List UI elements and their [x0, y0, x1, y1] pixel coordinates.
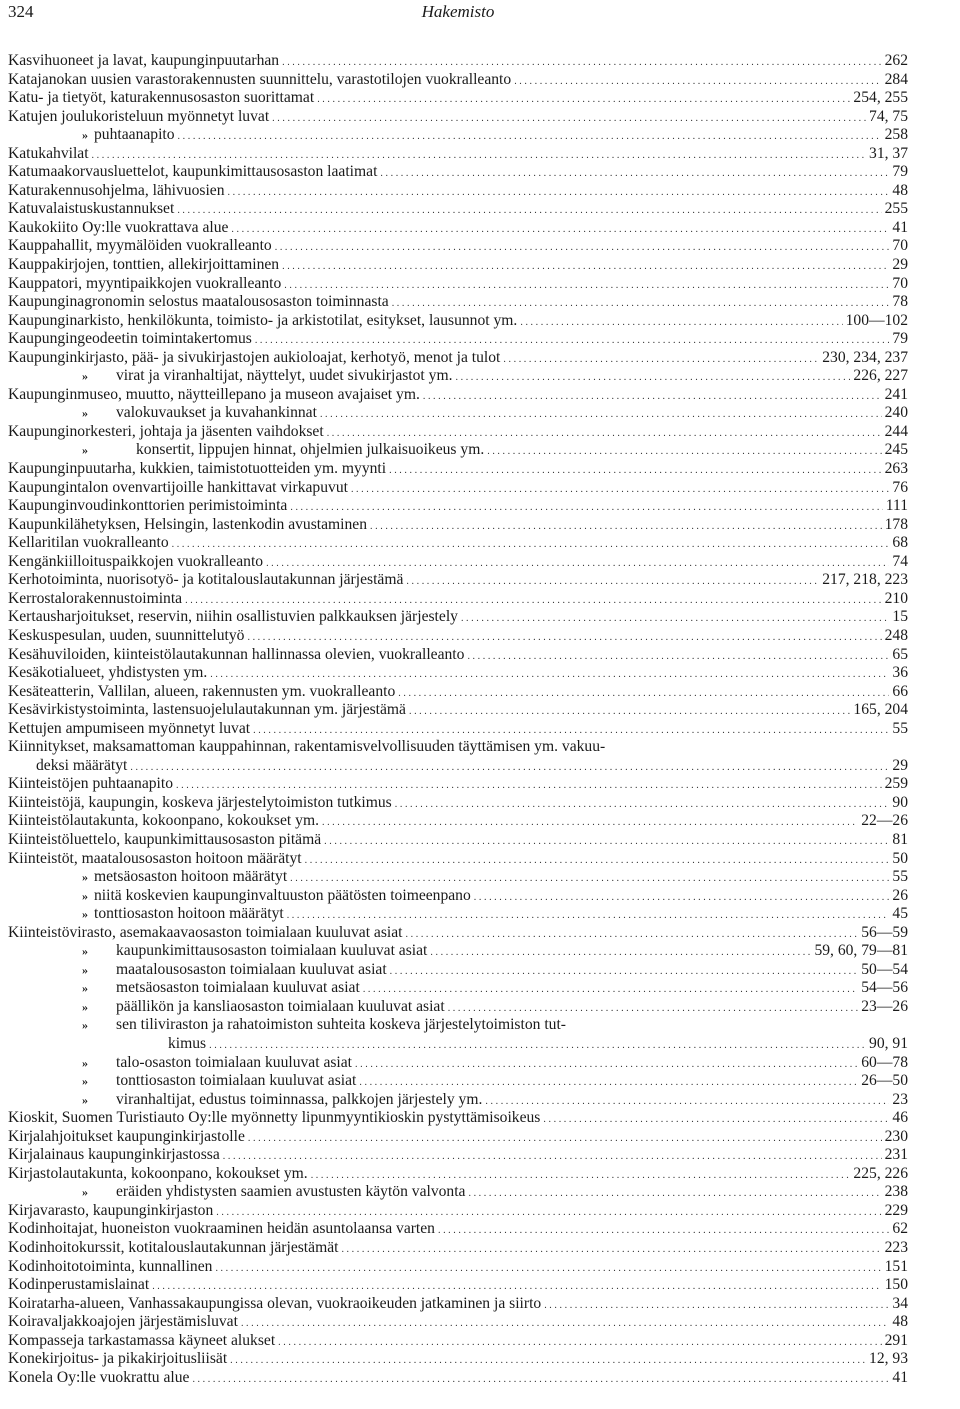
entry-pages: 12, 93	[869, 1350, 908, 1368]
index-entry	[8, 1128, 908, 1147]
entry-text: Katuvalaistuskustannukset	[8, 200, 175, 218]
ditto-mark: »	[82, 1074, 88, 1089]
ditto-mark: »	[82, 907, 88, 922]
dot-leader	[406, 926, 859, 945]
ditto-mark: »	[82, 999, 88, 1014]
entry-pages: 48	[892, 181, 908, 199]
entry-text: metsäosaston hoitoon määrätyt	[94, 868, 288, 886]
entry-pages: 29	[892, 756, 908, 774]
index-entry	[8, 942, 908, 961]
entry-text: Kauppatori, myyntipaikkojen vuokralleanto	[8, 274, 282, 292]
dot-leader	[341, 1241, 881, 1260]
entry-pages: 15	[892, 608, 908, 626]
dot-leader	[278, 1334, 881, 1353]
dot-leader	[487, 443, 881, 462]
dot-leader	[503, 351, 819, 370]
entry-text: Katumaakorvausluettelot, kaupunkimittausosaston laatimat	[8, 163, 378, 181]
entry-pages: 66	[892, 682, 908, 700]
index-entry	[8, 1035, 908, 1054]
entry-pages: 238	[884, 1183, 908, 1201]
entry-pages: 223	[884, 1239, 908, 1256]
entry-text: Kirjalahjoitukset kaupunginkirjastolle	[8, 1127, 245, 1145]
entry-pages: 254, 255	[853, 89, 908, 107]
entry-pages: 22—26	[861, 812, 908, 830]
entry-text: Kaupunginpuutarha, kukkien, taimistotuotteiden ym. myynti	[8, 460, 387, 478]
entry-text: Kaupunginagronomin selostus maatalousosaston toiminnasta	[8, 293, 389, 311]
entry-pages: 76	[892, 478, 908, 496]
entry-text: Kodinhoitajat, huoneiston vuokraaminen heidän asuntolaansa varten	[8, 1220, 435, 1238]
entry-text: Konekirjoitus- ja pikakirjoitusliisät	[8, 1350, 228, 1368]
index-entry	[8, 1369, 908, 1388]
entry-pages: 262	[884, 52, 908, 69]
dot-leader	[241, 1315, 889, 1334]
entry-text: eräiden yhdistysten saamien avustusten käytön valvonta	[116, 1183, 466, 1201]
index-entry	[8, 646, 908, 665]
index-entry	[8, 1239, 908, 1258]
index-entry	[8, 52, 908, 71]
ditto-mark: »	[82, 369, 88, 384]
entry-text: Kaupunginarkisto, henkilökunta, toimisto- ja arkistotilat, esitykset, lausunnot ym.	[8, 311, 518, 329]
index-entry	[8, 1183, 908, 1202]
entry-text: maatalousosaston toimialaan kuuluvat asiat	[116, 960, 387, 978]
index-entry	[8, 924, 908, 943]
entry-pages: 230	[884, 1127, 908, 1145]
entry-pages: 291	[884, 1331, 908, 1349]
dot-leader	[380, 165, 889, 184]
dot-leader	[192, 1371, 889, 1390]
entry-pages: 81	[892, 830, 908, 848]
entry-pages: 36	[892, 664, 908, 682]
dot-leader	[398, 685, 889, 704]
entry-text: tonttiosaston toimialaan kuuluvat asiat	[116, 1072, 357, 1090]
index-entry	[8, 608, 908, 627]
entry-pages: 165, 204	[853, 701, 908, 719]
index-entry	[8, 330, 908, 349]
entry-text: Kaupunginkirjasto, pää- ja sivukirjastojen aukioloajat, kerhotyö, menot ja tulot	[8, 348, 501, 366]
ditto-mark: »	[82, 981, 88, 996]
dot-leader	[177, 202, 881, 221]
index-entry	[8, 1054, 908, 1073]
dot-leader	[355, 1056, 858, 1075]
entry-pages: 34	[892, 1294, 908, 1312]
entry-text: Kaukokiito Oy:lle vuokrattava alue	[8, 218, 229, 236]
dot-leader	[409, 703, 850, 722]
index-entry	[8, 701, 908, 720]
dot-leader	[282, 258, 889, 277]
index-entry	[8, 126, 908, 145]
dot-leader	[544, 1297, 889, 1316]
dot-leader	[390, 963, 859, 982]
entry-pages: 90	[892, 793, 908, 811]
entry-pages: 90, 91	[869, 1034, 908, 1052]
entry-pages: 29	[892, 256, 908, 274]
dot-leader	[230, 1352, 866, 1371]
dot-leader	[178, 128, 882, 147]
index-entry	[8, 831, 908, 850]
entry-text: Kodinperustamislainat	[8, 1276, 150, 1294]
index-entry	[8, 1016, 908, 1035]
index-entry	[8, 441, 908, 460]
index-entry	[8, 738, 908, 757]
entry-text: Kesäkotialueet, yhdistysten ym.	[8, 664, 208, 682]
index-entry	[8, 1276, 908, 1295]
entry-pages: 245	[884, 441, 908, 459]
ditto-mark: »	[82, 128, 88, 143]
entry-text: Kodinhoitokurssit, kotitalouslautakunnan järjestämät	[8, 1239, 339, 1256]
index-list	[8, 52, 908, 1387]
entry-text: kimus	[168, 1034, 207, 1052]
entry-text: Katujen joulukoristeluun myönnetyt luvat	[8, 107, 270, 125]
entry-pages: 231	[884, 1146, 908, 1164]
dot-leader	[324, 833, 889, 852]
ditto-mark: »	[82, 888, 88, 903]
entry-pages: 217, 218, 223	[822, 571, 908, 589]
ditto-mark: »	[82, 1018, 88, 1033]
entry-pages: 258	[884, 126, 908, 144]
index-entry	[8, 887, 908, 906]
entry-pages: 241	[884, 385, 908, 403]
entry-pages: 178	[884, 515, 908, 533]
entry-text: Kauppahallit, myymälöiden vuokralleanto	[8, 237, 272, 255]
entry-pages: 255	[884, 200, 908, 218]
dot-leader	[520, 314, 842, 333]
ditto-mark: »	[82, 944, 88, 959]
dot-leader	[231, 221, 889, 240]
dot-leader	[223, 1148, 882, 1167]
dot-leader	[456, 369, 851, 388]
entry-text: Koiratarha-alueen, Vanhassakaupungissa olevan, vuokraoikeuden jatkaminen ja siirto	[8, 1294, 542, 1312]
index-entry	[8, 868, 908, 887]
entry-pages: 70	[892, 237, 908, 255]
entry-pages: 50—54	[861, 960, 908, 978]
entry-text: Kesävirkistystoiminta, lastensuojelulautakunnan ym. järjestämä	[8, 701, 406, 719]
entry-text: Katukahvilat	[8, 144, 89, 162]
dot-leader	[290, 499, 882, 518]
ditto-mark: »	[82, 443, 88, 458]
index-entry	[8, 71, 908, 90]
entry-text: puhtaanapito	[94, 126, 175, 144]
dot-leader	[320, 406, 882, 425]
entry-text: Kaupunkilähetyksen, Helsingin, lastenkodin avustaminen	[8, 515, 368, 533]
entry-text: metsäosaston toimialaan kuuluvat asiat	[116, 979, 360, 997]
entry-text: Kioskit, Suomen Turistiauto Oy:lle myönnetty lipunmyyntikioskin pystyttämisoikeus	[8, 1109, 541, 1127]
entry-pages: 23	[892, 1090, 908, 1108]
page-header	[8, 0, 908, 26]
entry-text: Kiinteistövirasto, asemakaavaosaston toimialaan kuuluvat asiat	[8, 923, 403, 941]
entry-pages: 151	[884, 1257, 908, 1275]
index-entry	[8, 590, 908, 609]
dot-leader	[438, 1222, 889, 1241]
entry-pages: 244	[884, 422, 908, 440]
entry-text: Kerhotoiminta, nuorisotyö- ja kotitalouslautakunnan järjestämä	[8, 571, 404, 589]
entry-text: päällikön ja kansliaosaston toimialaan kuuluvat asiat	[116, 997, 445, 1015]
entry-pages: 50	[892, 849, 908, 867]
entry-text: Keskuspesulan, uuden, suunnittelutyö	[8, 626, 245, 644]
index-entry	[8, 219, 908, 238]
dot-leader	[514, 73, 881, 92]
index-entry	[8, 1220, 908, 1239]
entry-pages: 210	[884, 589, 908, 607]
entry-pages: 111	[885, 497, 908, 515]
entry-pages: 45	[892, 905, 908, 923]
entry-text: viranhaltijat, edustus toiminnassa, palkkojen järjestely ym.	[116, 1090, 483, 1108]
entry-text: Katajanokan uusien varastorakennusten suunnittelu, varastotilojen vuokralleanto	[8, 70, 512, 88]
dot-leader	[228, 184, 890, 203]
entry-text: sen tiliviraston ja rahatoimiston suhteita koskeva järjestelytoimiston tut-	[116, 1016, 566, 1034]
ditto-mark: »	[82, 1185, 88, 1200]
entry-text: Kiinteistöluettelo, kaupunkimittausosaston pitämä	[8, 830, 322, 848]
entry-pages: 68	[892, 534, 908, 552]
ditto-mark: »	[82, 962, 88, 977]
entry-pages: 31, 37	[869, 144, 908, 162]
dot-leader	[370, 518, 882, 537]
index-entry	[8, 1258, 908, 1277]
dot-leader	[389, 462, 882, 481]
index-entry	[8, 998, 908, 1017]
index-entry	[8, 423, 908, 442]
entry-text: Katu- ja tietyöt, katurakennusosaston suorittamat	[8, 89, 315, 107]
index-entry	[8, 163, 908, 182]
dot-leader	[467, 648, 889, 667]
entry-pages: 55	[892, 868, 908, 886]
entry-text: valokuvaukset ja kuvahankinnat	[116, 404, 317, 422]
index-entry	[8, 200, 908, 219]
entry-text: Katurakennusohjelma, lähivuosien	[8, 181, 225, 199]
entry-text: niitä koskevien kaupunginvaltuuston päätösten toimeenpano	[94, 886, 471, 904]
ditto-mark: »	[82, 1055, 88, 1070]
index-entry	[8, 349, 908, 368]
entry-text: Kiinteistölautakunta, kokoonpano, kokoukset ym.	[8, 812, 319, 830]
index-entry	[8, 293, 908, 312]
entry-text: Kengänkiilloituspaikkojen vuokralleanto	[8, 552, 264, 570]
index-entry	[8, 1332, 908, 1351]
entry-pages: 225, 226	[853, 1164, 908, 1182]
dot-leader	[395, 796, 890, 815]
entry-pages: 41	[892, 218, 908, 236]
dot-leader	[406, 573, 819, 592]
entry-text: Kesäteatterin, Vallilan, alueen, rakennusten ym. vuokralleanto	[8, 682, 396, 700]
index-entry	[8, 627, 908, 646]
entry-pages: 55	[892, 719, 908, 737]
entry-text: Kettujen ampumiseen myönnetyt luvat	[8, 719, 251, 737]
dot-leader	[215, 1260, 881, 1279]
entry-text: virat ja viranhaltijat, näyttelyt, uudet sivukirjastot ym.	[116, 367, 453, 385]
entry-pages: 60—78	[861, 1053, 908, 1071]
index-entry	[8, 1165, 908, 1184]
entry-text: Kesähuviloiden, kiinteistölautakunnan hallinnassa olevien, vuokralleanto	[8, 645, 465, 663]
index-entry	[8, 720, 908, 739]
index-entry	[8, 404, 908, 423]
entry-pages: 74, 75	[869, 107, 908, 125]
dot-leader	[423, 388, 882, 407]
entry-text: konsertit, lippujen hinnat, ohjelmien julkaisuoikeus ym.	[136, 441, 485, 459]
entry-text: Kiinteistöt, maatalousosaston hoitoon määrätyt	[8, 849, 302, 867]
index-entry	[8, 683, 908, 702]
entry-pages: 79	[892, 163, 908, 181]
index-entry	[8, 460, 908, 479]
entry-pages: 79	[892, 330, 908, 348]
ditto-mark: »	[82, 406, 88, 421]
dot-leader	[272, 110, 866, 129]
entry-pages: 41	[892, 1368, 908, 1386]
index-entry	[8, 1350, 908, 1369]
entry-text: Kerrostalorakennustoiminta	[8, 589, 183, 607]
entry-pages: 59, 60, 79—81	[814, 942, 908, 960]
index-entry	[8, 757, 908, 776]
entry-text: Koiravaljakkoajojen järjestämisluvat	[8, 1313, 238, 1331]
index-entry	[8, 664, 908, 683]
entry-pages: 150	[884, 1276, 908, 1294]
entry-text: Kasvihuoneet ja lavat, kaupunginpuutarhan	[8, 52, 280, 69]
dot-leader	[543, 1111, 889, 1130]
dot-leader	[351, 481, 889, 500]
index-entry	[8, 905, 908, 924]
index-entry	[8, 256, 908, 275]
index-entry	[8, 145, 908, 164]
ditto-mark: »	[82, 1092, 88, 1107]
entry-text: deksi määrätyt	[36, 756, 128, 774]
running-title: Hakemisto	[421, 2, 495, 21]
index-entry	[8, 553, 908, 572]
entry-pages: 48	[892, 1313, 908, 1331]
index-entry	[8, 516, 908, 535]
index-entry	[8, 979, 908, 998]
dot-leader	[474, 889, 890, 908]
entry-pages: 26	[892, 886, 908, 904]
index-entry	[8, 1313, 908, 1332]
dot-leader	[461, 610, 889, 629]
entry-pages: 23—26	[861, 997, 908, 1015]
entry-text: Kaupunginmuseo, muutto, näytteillepano ja museon avajaiset ym.	[8, 385, 420, 403]
entry-text: Kauppakirjojen, tonttien, allekirjoittaminen	[8, 256, 280, 274]
index-entry	[8, 1202, 908, 1221]
entry-text: Kiinteistöjä, kaupungin, koskeva järjestelytoimiston tutkimus	[8, 793, 392, 811]
index-entry	[8, 497, 908, 516]
index-entry	[8, 1072, 908, 1091]
index-entry	[8, 850, 908, 869]
index-entry	[8, 89, 908, 108]
entry-text: Kirjastolautakunta, kokoonpano, kokoukset ym.	[8, 1164, 308, 1182]
entry-pages: 229	[884, 1201, 908, 1219]
dot-leader	[322, 814, 858, 833]
entry-text: kaupunkimittausosaston toimialaan kuuluvat asiat	[116, 942, 428, 960]
entry-pages: 240	[884, 404, 908, 422]
index-entry	[8, 1295, 908, 1314]
index-entry	[8, 961, 908, 980]
index-entry	[8, 1109, 908, 1128]
entry-pages: 74	[892, 552, 908, 570]
entry-text: Kaupungingeodeetin toimintakertomus	[8, 330, 252, 348]
entry-text: talo-osaston toimialaan kuuluvat asiat	[116, 1053, 353, 1071]
index-entry	[8, 534, 908, 553]
page-number: 324	[8, 2, 34, 21]
entry-text: tonttiosaston hoitoon määrätyt	[94, 905, 284, 923]
index-entry	[8, 367, 908, 386]
index-entry	[8, 1091, 908, 1110]
index-entry	[8, 479, 908, 498]
entry-pages: 230, 234, 237	[822, 348, 908, 366]
entry-text: Kompasseja tarkastamassa käyneet alukset	[8, 1331, 276, 1349]
dot-leader	[130, 759, 889, 778]
entry-pages: 263	[884, 460, 908, 478]
dot-leader	[430, 944, 811, 963]
entry-text: Kiinteistöjen puhtaanapito	[8, 775, 173, 793]
index-entry	[8, 1146, 908, 1165]
index-entry	[8, 275, 908, 294]
dot-leader	[248, 1130, 882, 1149]
dot-leader	[172, 536, 890, 555]
index-entry	[8, 775, 908, 794]
entry-pages: 54—56	[861, 979, 908, 997]
entry-pages: 259	[884, 775, 908, 793]
index-entry	[8, 182, 908, 201]
entry-text: Kellaritilan vuokralleanto	[8, 534, 169, 552]
dot-leader	[275, 239, 890, 258]
entry-text: Kirjalainaus kaupunginkirjastossa	[8, 1146, 220, 1164]
entry-pages: 65	[892, 645, 908, 663]
entry-pages: 70	[892, 274, 908, 292]
entry-text: Konela Oy:lle vuokrattu alue	[8, 1368, 190, 1386]
dot-leader	[317, 91, 850, 110]
entry-text: Kaupunginvoudinkonttorien perimistoiminta	[8, 497, 288, 515]
entry-pages: 248	[884, 626, 908, 644]
entry-text: Kertausharjoitukset, reservin, niihin osallistuvien palkkauksen järjestely	[8, 608, 458, 626]
dot-leader	[468, 1185, 881, 1204]
entry-pages: 284	[884, 70, 908, 88]
entry-pages: 46	[892, 1109, 908, 1127]
entry-pages: 56—59	[861, 923, 908, 941]
entry-text: Kaupungintalon ovenvartijoille hankittavat virkapuvut	[8, 478, 348, 496]
entry-text: Kaupunginorkesteri, johtaja ja jäsenten vaihdokset	[8, 422, 324, 440]
entry-pages: 78	[892, 293, 908, 311]
entry-text: Kiinnitykset, maksamattoman kauppahinnan, rakentamisvelvollisuuden täyttämisen ym. vakuu-	[8, 738, 606, 756]
index-entry	[8, 812, 908, 831]
index-entry	[8, 794, 908, 813]
dot-leader	[305, 852, 890, 871]
index-entry	[8, 108, 908, 127]
ditto-mark: »	[82, 870, 88, 885]
entry-pages: 226, 227	[853, 367, 908, 385]
index-entry	[8, 237, 908, 256]
index-entry	[8, 312, 908, 331]
entry-text: Kirjavarasto, kaupunginkirjaston	[8, 1201, 214, 1219]
entry-text: Kodinhoitotoiminta, kunnallinen	[8, 1257, 213, 1275]
entry-pages: 26—50	[861, 1072, 908, 1090]
entry-pages: 62	[892, 1220, 908, 1238]
dot-leader	[485, 1093, 889, 1112]
index-entry	[8, 386, 908, 405]
entry-pages: 100—102	[845, 311, 908, 329]
index-entry	[8, 571, 908, 590]
